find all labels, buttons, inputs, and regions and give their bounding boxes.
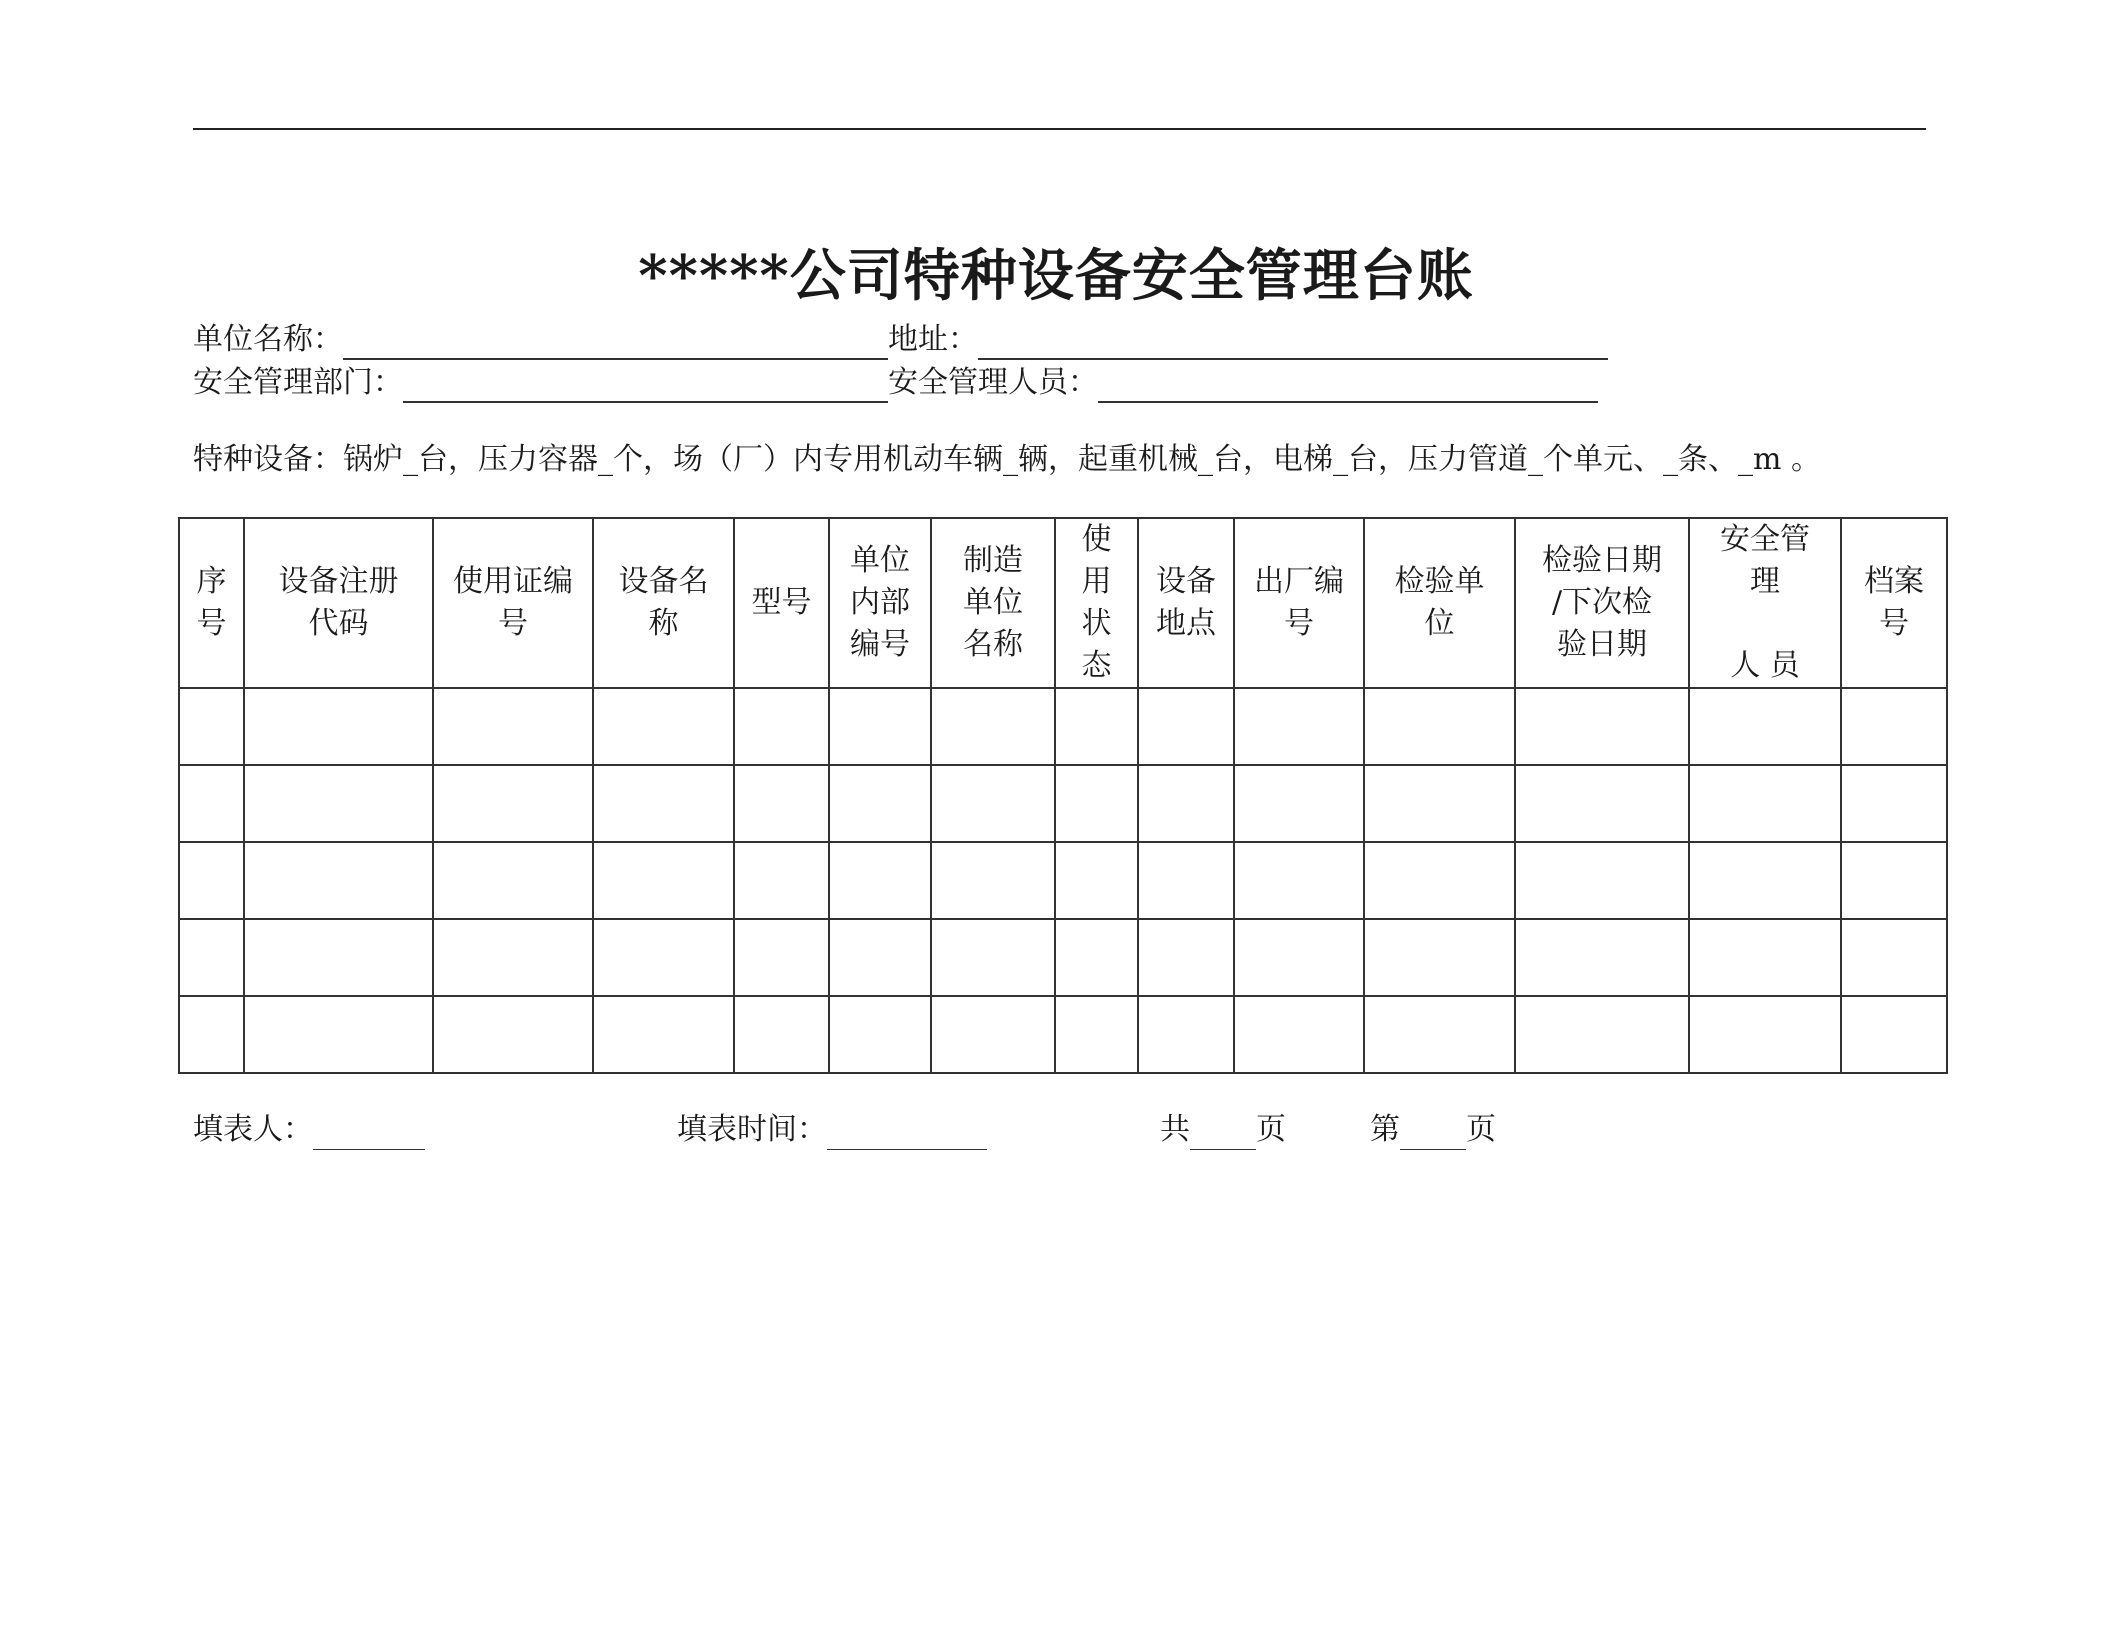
unit-name-label: 单位名称： xyxy=(193,322,343,357)
table-cell[interactable] xyxy=(1055,996,1138,1073)
fill-time-section xyxy=(677,1110,987,1150)
table-cell[interactable] xyxy=(931,996,1055,1073)
table-cell[interactable] xyxy=(1055,765,1138,842)
table-cell[interactable] xyxy=(1515,842,1689,919)
table-cell[interactable] xyxy=(244,688,433,765)
table-cell[interactable] xyxy=(1364,842,1515,919)
table-row xyxy=(179,919,1947,996)
table-cell[interactable] xyxy=(433,688,593,765)
column-header: 检验单 位 xyxy=(1364,518,1515,688)
table-cell[interactable] xyxy=(734,688,829,765)
table-cell[interactable] xyxy=(1689,996,1841,1073)
table-cell[interactable] xyxy=(244,996,433,1073)
table-cell[interactable] xyxy=(931,688,1055,765)
filler-section xyxy=(193,1110,425,1150)
table-cell[interactable] xyxy=(1138,996,1234,1073)
table-cell[interactable] xyxy=(244,842,433,919)
table-cell[interactable] xyxy=(829,765,931,842)
dept-label: 安全管理部门： xyxy=(193,365,403,400)
table-cell[interactable] xyxy=(1515,919,1689,996)
table-cell[interactable] xyxy=(1841,996,1947,1073)
table-cell[interactable] xyxy=(433,842,593,919)
table-cell[interactable] xyxy=(1841,688,1947,765)
table-cell[interactable] xyxy=(593,919,734,996)
column-header: 使 用 状 态 xyxy=(1055,518,1138,688)
table-cell[interactable] xyxy=(1138,688,1234,765)
table-cell[interactable] xyxy=(1689,919,1841,996)
table-cell[interactable] xyxy=(593,996,734,1073)
table-cell[interactable] xyxy=(1689,842,1841,919)
column-header: 序 号 xyxy=(179,518,244,688)
table-cell[interactable] xyxy=(829,996,931,1073)
table-cell[interactable] xyxy=(1138,765,1234,842)
table-cell[interactable] xyxy=(1234,688,1364,765)
table-cell[interactable] xyxy=(1138,919,1234,996)
table-cell[interactable] xyxy=(829,919,931,996)
page-number-field[interactable] xyxy=(1400,1117,1466,1150)
table-cell[interactable] xyxy=(179,842,244,919)
table-cell[interactable] xyxy=(734,765,829,842)
table-cell[interactable] xyxy=(1055,842,1138,919)
personnel-label: 安全管理人员： xyxy=(888,365,1098,400)
total-prefix: 共 xyxy=(1160,1112,1190,1147)
column-header: 档案 号 xyxy=(1841,518,1947,688)
unit-address-line xyxy=(193,320,1608,360)
table-cell[interactable] xyxy=(244,765,433,842)
column-header: 设备注册 代码 xyxy=(244,518,433,688)
table-row xyxy=(179,765,1947,842)
table-cell[interactable] xyxy=(1138,842,1234,919)
column-header: 检验日期 /下次检 验日期 xyxy=(1515,518,1689,688)
table-cell[interactable] xyxy=(1055,688,1138,765)
page-number-section xyxy=(1370,1110,1496,1150)
table-cell[interactable] xyxy=(1234,919,1364,996)
table-cell[interactable] xyxy=(1515,996,1689,1073)
table-row xyxy=(179,996,1947,1073)
table-cell[interactable] xyxy=(593,765,734,842)
table-cell[interactable] xyxy=(734,842,829,919)
table-cell[interactable] xyxy=(829,688,931,765)
table-cell[interactable] xyxy=(1234,842,1364,919)
table-cell[interactable] xyxy=(433,996,593,1073)
table-cell[interactable] xyxy=(734,996,829,1073)
table-cell[interactable] xyxy=(1364,919,1515,996)
table-cell[interactable] xyxy=(1364,688,1515,765)
table-cell[interactable] xyxy=(593,842,734,919)
unit-name-field[interactable] xyxy=(343,326,888,360)
address-label: 地址： xyxy=(888,322,978,357)
table-cell[interactable] xyxy=(1841,765,1947,842)
total-pages-section xyxy=(1160,1110,1286,1150)
total-pages-field[interactable] xyxy=(1190,1117,1256,1150)
column-header: 出厂编 号 xyxy=(1234,518,1364,688)
table-header-row xyxy=(179,518,1947,688)
table-cell[interactable] xyxy=(244,919,433,996)
dept-personnel-line xyxy=(193,363,1598,403)
dept-field[interactable] xyxy=(403,369,888,403)
table-cell[interactable] xyxy=(1841,842,1947,919)
column-header: 单位 内部 编号 xyxy=(829,518,931,688)
table-cell[interactable] xyxy=(433,919,593,996)
table-cell[interactable] xyxy=(734,919,829,996)
table-cell[interactable] xyxy=(1055,919,1138,996)
fill-time-label: 填表时间： xyxy=(677,1112,827,1147)
table-cell[interactable] xyxy=(931,919,1055,996)
column-header: 制造 单位 名称 xyxy=(931,518,1055,688)
page-suffix: 页 xyxy=(1466,1112,1496,1147)
table-cell[interactable] xyxy=(931,842,1055,919)
table-row xyxy=(179,688,1947,765)
table-cell[interactable] xyxy=(433,765,593,842)
column-header: 使用证编 号 xyxy=(433,518,593,688)
table-cell[interactable] xyxy=(1515,688,1689,765)
table-cell[interactable] xyxy=(179,688,244,765)
table-cell[interactable] xyxy=(1364,996,1515,1073)
page-prefix: 第 xyxy=(1370,1112,1400,1147)
table-cell[interactable] xyxy=(593,688,734,765)
table-cell[interactable] xyxy=(1234,765,1364,842)
personnel-field[interactable] xyxy=(1098,369,1598,403)
table-cell[interactable] xyxy=(1515,765,1689,842)
address-field[interactable] xyxy=(978,326,1608,360)
table-cell[interactable] xyxy=(179,996,244,1073)
column-header: 安全管 理 人 员 xyxy=(1689,518,1841,688)
table-cell[interactable] xyxy=(179,765,244,842)
table-cell[interactable] xyxy=(829,842,931,919)
column-header: 型号 xyxy=(734,518,829,688)
fill-time-field[interactable] xyxy=(827,1117,987,1150)
filler-label: 填表人： xyxy=(193,1112,313,1147)
table-cell[interactable] xyxy=(179,919,244,996)
table-cell[interactable] xyxy=(1689,688,1841,765)
document-title: *****公司特种设备安全管理台账 xyxy=(638,243,1474,309)
table-cell[interactable] xyxy=(1689,765,1841,842)
table-cell[interactable] xyxy=(1234,996,1364,1073)
table-cell[interactable] xyxy=(931,765,1055,842)
ledger-table xyxy=(178,517,1948,1074)
column-header: 设备 地点 xyxy=(1138,518,1234,688)
column-header: 设备名 称 xyxy=(593,518,734,688)
header-rule xyxy=(193,128,1926,130)
table-row xyxy=(179,842,1947,919)
table-cell[interactable] xyxy=(1364,765,1515,842)
equipment-summary: 特种设备：锅炉_台，压力容器_个，场（厂）内专用机动车辆_辆，起重机械_台，电梯_台，压力管道_个单元、_条、_m 。 xyxy=(193,442,1821,477)
table-cell[interactable] xyxy=(1841,919,1947,996)
filler-field[interactable] xyxy=(313,1117,425,1150)
total-suffix: 页 xyxy=(1256,1112,1286,1147)
